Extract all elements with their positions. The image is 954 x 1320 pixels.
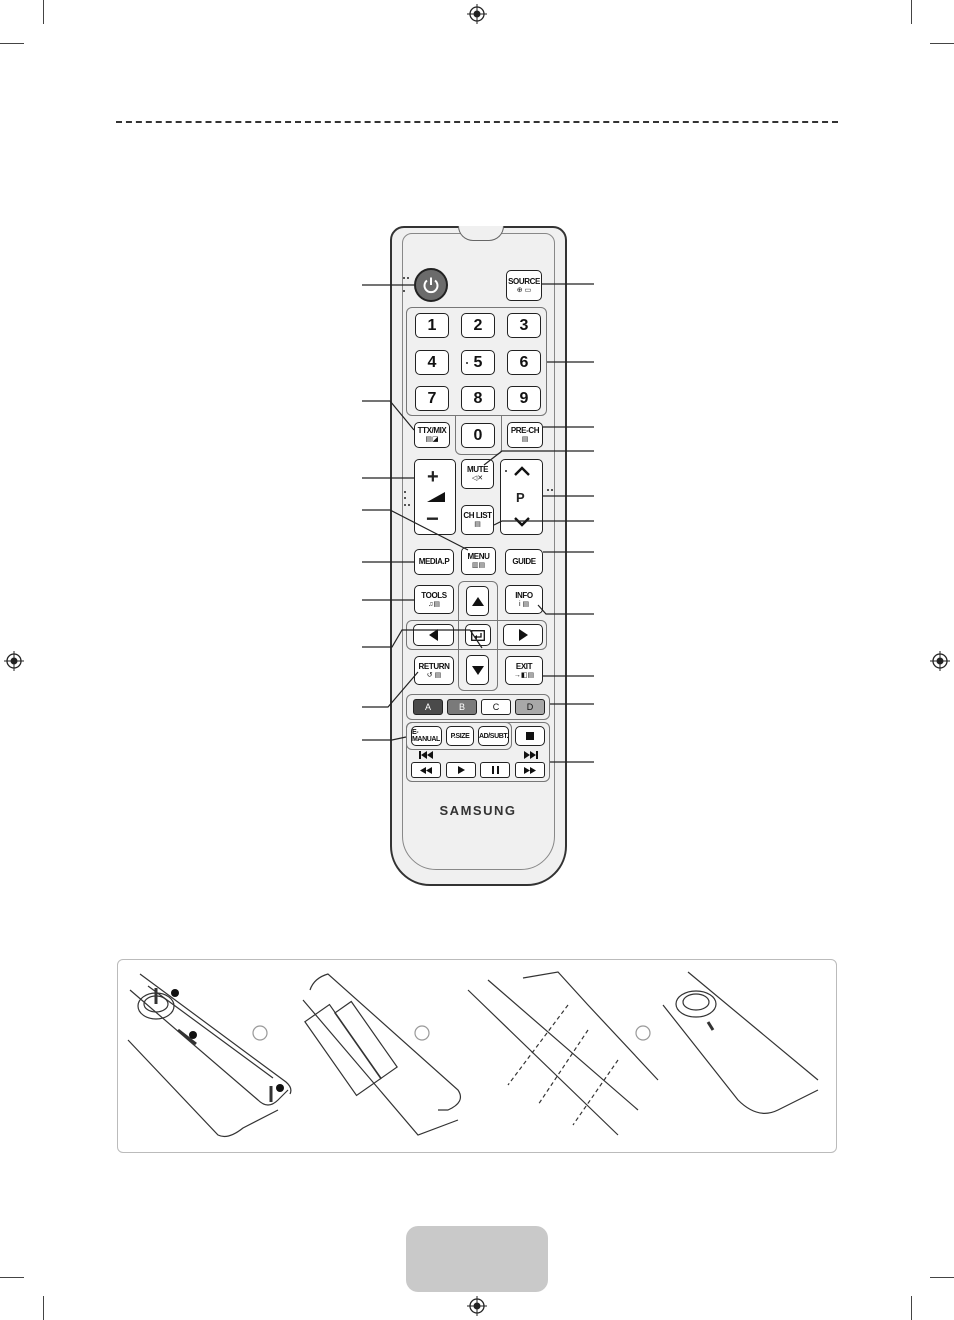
tools-icon: ♫▤ (428, 600, 440, 608)
exit-icon: →◧▤ (513, 671, 535, 679)
p-size-label: P.SIZE (450, 732, 470, 740)
e-manual-label: E-MANUAL (412, 729, 440, 743)
info-label: INFO (515, 590, 533, 600)
color-b-label: B (458, 702, 465, 712)
brand-logo: SAMSUNG (439, 803, 517, 818)
mute-icon: ◁✕ (471, 475, 484, 482)
ch-list-label: CH LIST (463, 511, 492, 520)
number-label: 7 (427, 389, 437, 407)
pre-ch-label: PRE-CH (510, 426, 540, 435)
info-icon: i ▤ (518, 600, 530, 608)
teletext-icon: ▤ (521, 436, 529, 443)
return-label: RETURN (418, 661, 450, 671)
color-a-label: A (424, 702, 431, 712)
color-d-label: D (526, 702, 534, 712)
number-label: 6 (519, 353, 529, 371)
number-label: 3 (519, 316, 529, 334)
volume-down-icon: − (426, 506, 439, 531)
number-label: 0 (473, 426, 483, 444)
return-icon: ↺ ▤ (426, 671, 442, 679)
number-label: 2 (473, 316, 483, 334)
teletext-icon: ▤ (474, 521, 481, 528)
volume-up-icon: + (427, 466, 439, 488)
media-p-label: MEDIA.P (418, 557, 450, 566)
color-c-label: C (492, 702, 500, 712)
exit-label: EXIT (515, 661, 533, 671)
number-label: 4 (427, 353, 437, 371)
number-label: 5 (473, 353, 483, 371)
tools-label: TOOLS (421, 590, 447, 600)
source-label: SOURCE (508, 276, 540, 286)
teletext-icon: ▤◪ (425, 436, 439, 443)
battery-installation-panel (117, 959, 837, 1153)
menu-label: MENU (467, 552, 490, 561)
menu-icon: ▥▤ (471, 562, 486, 569)
guide-label: GUIDE (512, 557, 536, 566)
battery-installation-steps (118, 960, 834, 1150)
page-number-tab (406, 1226, 548, 1292)
ad-subt-label: AD/SUBT. (478, 732, 509, 740)
source-icon: ⊕ ▭ (516, 286, 532, 294)
number-label: 1 (427, 316, 437, 334)
mute-label: MUTE (466, 465, 489, 474)
number-label: 8 (473, 389, 483, 407)
number-label: 9 (519, 389, 529, 407)
ttx-mix-label: TTX/MIX (417, 426, 447, 435)
channel-label: P (516, 490, 525, 505)
